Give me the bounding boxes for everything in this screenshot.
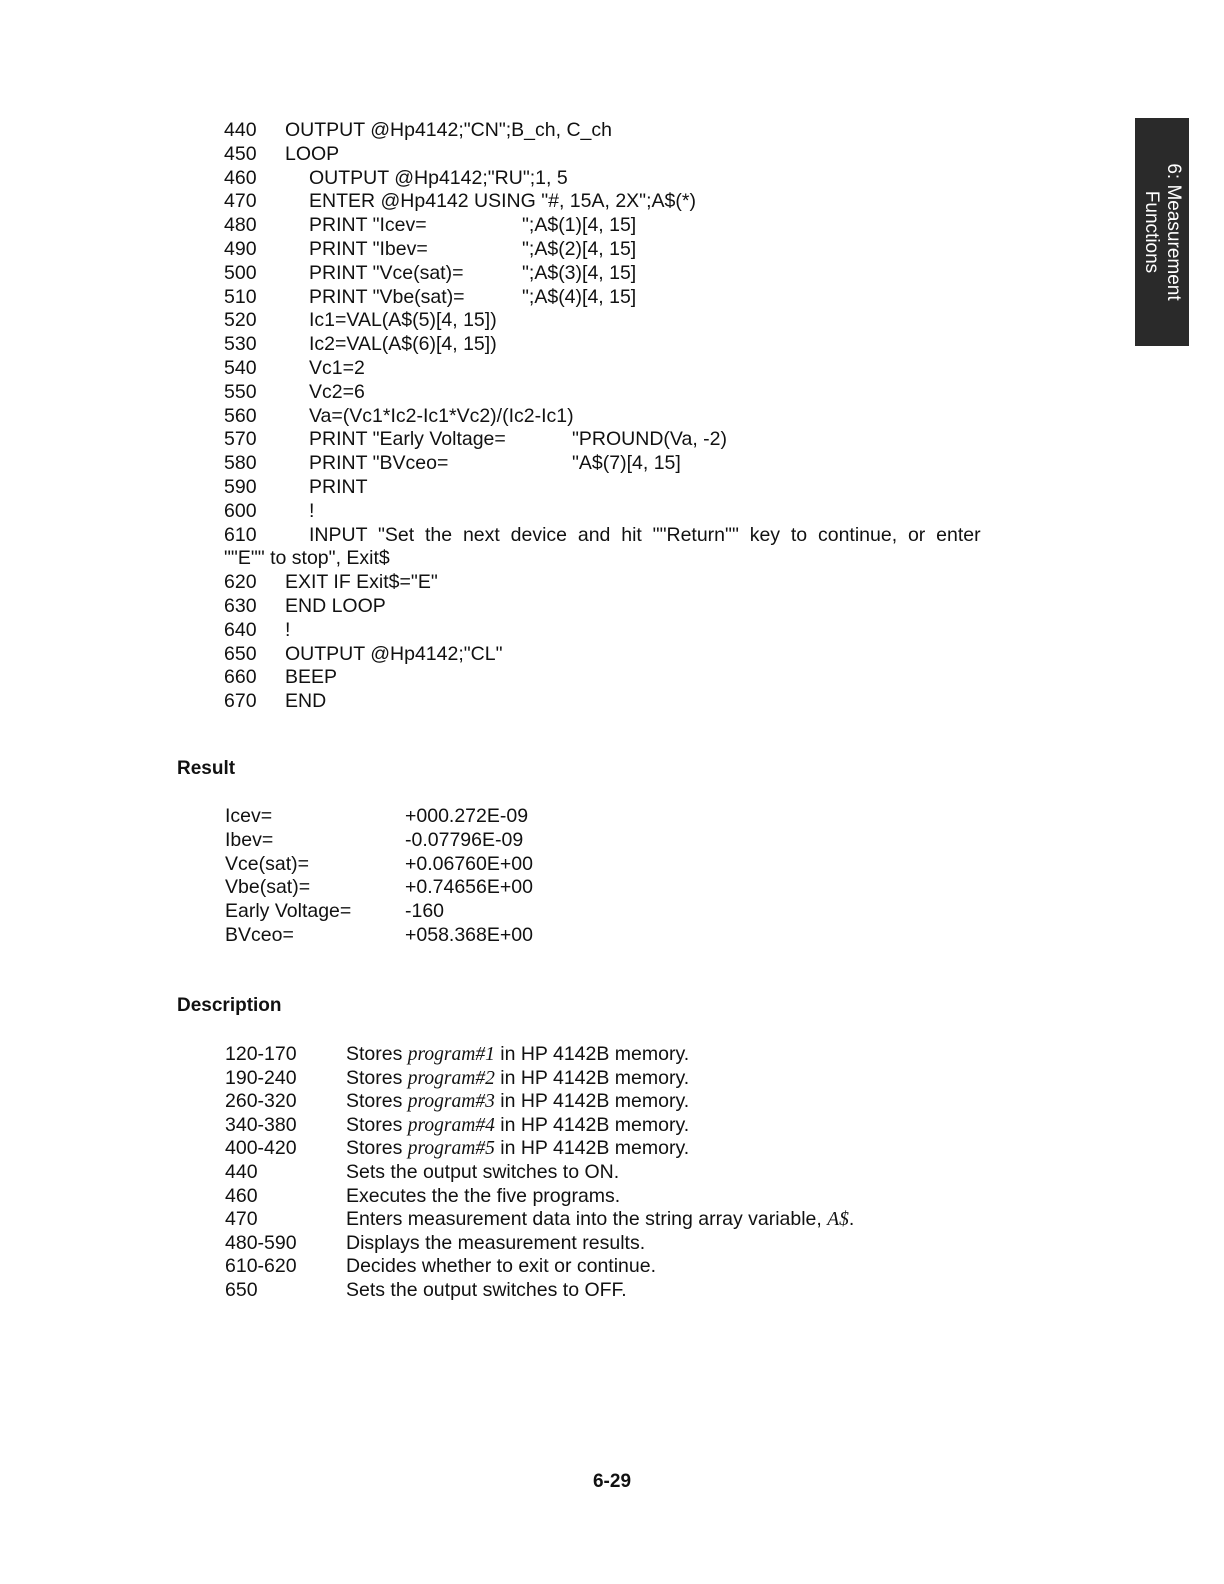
description-row: [225, 1255, 985, 1279]
code-line: [224, 143, 1024, 167]
description-table: [225, 1043, 985, 1303]
code-text: PRINT "Vbe(sat)=: [309, 285, 465, 308]
description-text-pre: Sets the output switches to OFF.: [346, 1278, 627, 1301]
description-lines: 340-380: [225, 1113, 297, 1136]
code-line: [224, 381, 1024, 405]
chapter-tab-line2: Functions: [1141, 190, 1162, 274]
description-row: [225, 1161, 985, 1185]
description-lines: 190-240: [225, 1066, 297, 1089]
description-row: [225, 1114, 985, 1138]
code-text-column: ";A$(2)[4, 15]: [522, 237, 637, 260]
page-number: 6-29: [592, 1471, 632, 1492]
code-text-continued: ""E"" to stop", Exit$: [224, 547, 390, 570]
code-text: LOOP: [285, 142, 340, 165]
description-row: [225, 1090, 985, 1114]
code-line: [224, 595, 1024, 619]
description-text-emphasis: program#3: [407, 1091, 495, 1113]
description-row: [225, 1137, 985, 1161]
code-text: OUTPUT @Hp4142;"RU";1, 5: [309, 166, 568, 189]
code-line: [224, 643, 1024, 667]
result-row: [225, 924, 625, 948]
line-number: 480: [224, 214, 257, 237]
line-number: 460: [224, 166, 257, 189]
code-line: [224, 333, 1024, 357]
code-line-wrapped: [224, 524, 1024, 572]
line-number: 530: [224, 333, 257, 356]
code-text: Ic2=VAL(A$(6)[4, 15]): [309, 333, 497, 356]
code-line: [224, 309, 1024, 333]
description-text-pre: Stores: [346, 1090, 408, 1113]
line-number: 510: [224, 285, 257, 308]
description-lines: 260-320: [225, 1090, 297, 1113]
description-text: [346, 1090, 689, 1114]
line-number: 610: [224, 523, 257, 546]
code-text: !: [309, 499, 315, 522]
description-text: [346, 1114, 689, 1138]
code-line: [224, 666, 1024, 690]
line-number: 670: [224, 690, 257, 713]
description-lines: 470: [225, 1208, 258, 1231]
description-text-post: .: [848, 1208, 855, 1231]
code-text: PRINT "BVceo=: [309, 452, 449, 475]
result-value: +0.74656E+00: [405, 876, 533, 899]
description-row: [225, 1279, 985, 1303]
line-number: 540: [224, 356, 257, 379]
chapter-tab-line1: 6: Measurement: [1163, 163, 1184, 301]
line-number: 500: [224, 261, 257, 284]
description-row: [225, 1185, 985, 1209]
description-row: [225, 1043, 985, 1067]
description-text-pre: Stores: [346, 1137, 408, 1160]
code-text-column: "PROUND(Va, -2): [572, 428, 727, 451]
code-line: [224, 500, 1024, 524]
result-row: [225, 900, 625, 924]
code-text: PRINT "Vce(sat)=: [309, 261, 464, 284]
description-text-pre: Stores: [346, 1113, 408, 1136]
line-number: 650: [224, 642, 257, 665]
code-line: [224, 286, 1024, 310]
description-text-post: in HP 4142B memory.: [494, 1090, 690, 1113]
description-text-emphasis: program#2: [407, 1067, 495, 1089]
code-line: [224, 405, 1024, 429]
description-lines: 400-420: [225, 1137, 297, 1160]
code-line: [224, 619, 1024, 643]
code-line: [224, 690, 1024, 714]
result-label: Icev=: [225, 805, 273, 827]
description-text: [346, 1279, 627, 1303]
result-row: [225, 876, 625, 900]
description-text-emphasis: program#1: [407, 1044, 495, 1065]
line-number: 560: [224, 404, 257, 427]
line-number: 600: [224, 499, 257, 522]
line-number: 620: [224, 571, 257, 594]
description-lines: 460: [225, 1184, 258, 1207]
description-lines: 120-170: [225, 1043, 297, 1065]
result-row: [225, 829, 625, 853]
description-text-post: in HP 4142B memory.: [494, 1113, 690, 1136]
description-text-pre: Displays the measurement results.: [346, 1231, 646, 1254]
line-number: 630: [224, 594, 257, 617]
description-text: [346, 1232, 645, 1256]
description-text: [346, 1185, 620, 1209]
result-value: -0.07796E-09: [405, 828, 524, 851]
code-line: [224, 167, 1024, 191]
result-row: [225, 805, 625, 829]
description-text: [346, 1208, 854, 1232]
code-text: PRINT: [309, 475, 368, 498]
line-number: 440: [224, 119, 257, 141]
description-text-emphasis: program#4: [407, 1114, 495, 1136]
code-text: Vc1=2: [309, 356, 365, 379]
description-row: [225, 1232, 985, 1256]
result-heading: Result: [177, 758, 236, 779]
code-text-column: ";A$(3)[4, 15]: [522, 261, 637, 284]
description-text-emphasis: program#5: [407, 1138, 495, 1160]
description-lines: 440: [225, 1160, 258, 1183]
description-text: [346, 1255, 656, 1279]
result-row: [225, 853, 625, 877]
code-text: Va=(Vc1*Ic2-Ic1*Vc2)/(Ic2-Ic1): [309, 404, 574, 427]
code-line: [224, 428, 1024, 452]
description-lines: 610-620: [225, 1255, 297, 1278]
description-text-pre: Enters measurement data into the string array variable,: [346, 1208, 828, 1231]
code-text: OUTPUT @Hp4142;"CL": [285, 642, 503, 665]
code-line: [224, 190, 1024, 214]
result-label: Vce(sat)=: [225, 852, 309, 875]
result-table: [225, 805, 625, 948]
code-text-column: ";A$(1)[4, 15]: [522, 214, 637, 237]
description-text-pre: Stores: [346, 1066, 408, 1089]
description-heading: Description: [177, 995, 282, 1016]
code-line: [224, 119, 1024, 143]
result-value: +000.272E-09: [405, 805, 529, 827]
result-value: -160: [405, 900, 445, 923]
code-text-column: "A$(7)[4, 15]: [572, 452, 681, 475]
description-text: [346, 1067, 689, 1091]
description-text-emphasis: A$: [827, 1209, 849, 1231]
code-text: PRINT "Icev=: [309, 214, 427, 237]
code-text: PRINT "Ibev=: [309, 237, 428, 260]
code-text: END LOOP: [285, 594, 386, 617]
code-line: [224, 262, 1024, 286]
code-text-column: ";A$(4)[4, 15]: [522, 285, 637, 308]
description-text-pre: Stores: [346, 1043, 408, 1065]
description-text-pre: Executes the the five programs.: [346, 1184, 621, 1207]
code-line: [224, 214, 1024, 238]
code-text: Ic1=VAL(A$(5)[4, 15]): [309, 309, 497, 332]
code-text: ENTER @Hp4142 USING "#, 15A, 2X";A$(*): [309, 190, 696, 213]
description-text-pre: Sets the output switches to ON.: [346, 1160, 620, 1183]
result-label: Ibev=: [225, 828, 274, 851]
description-text: [346, 1043, 689, 1067]
line-number: 570: [224, 428, 257, 451]
code-line: [224, 238, 1024, 262]
code-text: INPUT "Set the next device and hit ""Return"" key to continue, or enter: [309, 523, 981, 546]
line-number: 450: [224, 142, 257, 165]
code-text: PRINT "Early Voltage=: [309, 428, 506, 451]
description-text-pre: Decides whether to exit or continue.: [346, 1255, 657, 1278]
line-number: 550: [224, 380, 257, 403]
description-text: [346, 1161, 619, 1185]
line-number: 640: [224, 618, 257, 641]
code-line: [224, 476, 1024, 500]
code-text: BEEP: [285, 666, 338, 689]
code-text: Vc2=6: [309, 380, 365, 403]
code-line: [224, 452, 1024, 476]
line-number: 520: [224, 309, 257, 332]
line-number: 580: [224, 452, 257, 475]
description-row: [225, 1067, 985, 1091]
code-text: END: [285, 690, 327, 713]
line-number: 590: [224, 475, 257, 498]
description-row: [225, 1208, 985, 1232]
result-label: Vbe(sat)=: [225, 876, 311, 899]
result-value: +058.368E+00: [405, 923, 533, 946]
chapter-tab: [1135, 118, 1189, 346]
code-line: [224, 571, 1024, 595]
description-text-post: in HP 4142B memory.: [494, 1066, 690, 1089]
code-text: OUTPUT @Hp4142;"CN";B_ch, C_ch: [285, 119, 612, 141]
result-value: +0.06760E+00: [405, 852, 533, 875]
code-line: [224, 357, 1024, 381]
result-label: Early Voltage=: [225, 900, 352, 923]
description-lines: 650: [225, 1278, 258, 1301]
description-text: [346, 1137, 689, 1161]
code-text: EXIT IF Exit$="E": [285, 571, 438, 594]
code-text: !: [285, 618, 291, 641]
description-text-post: in HP 4142B memory.: [494, 1043, 690, 1065]
line-number: 660: [224, 666, 257, 689]
description-lines: 480-590: [225, 1231, 297, 1254]
line-number: 470: [224, 190, 257, 213]
line-number: 490: [224, 237, 257, 260]
program-listing: [224, 119, 1024, 714]
result-label: BVceo=: [225, 923, 294, 946]
chapter-tab-label: [1140, 163, 1184, 300]
description-text-post: in HP 4142B memory.: [494, 1137, 690, 1160]
